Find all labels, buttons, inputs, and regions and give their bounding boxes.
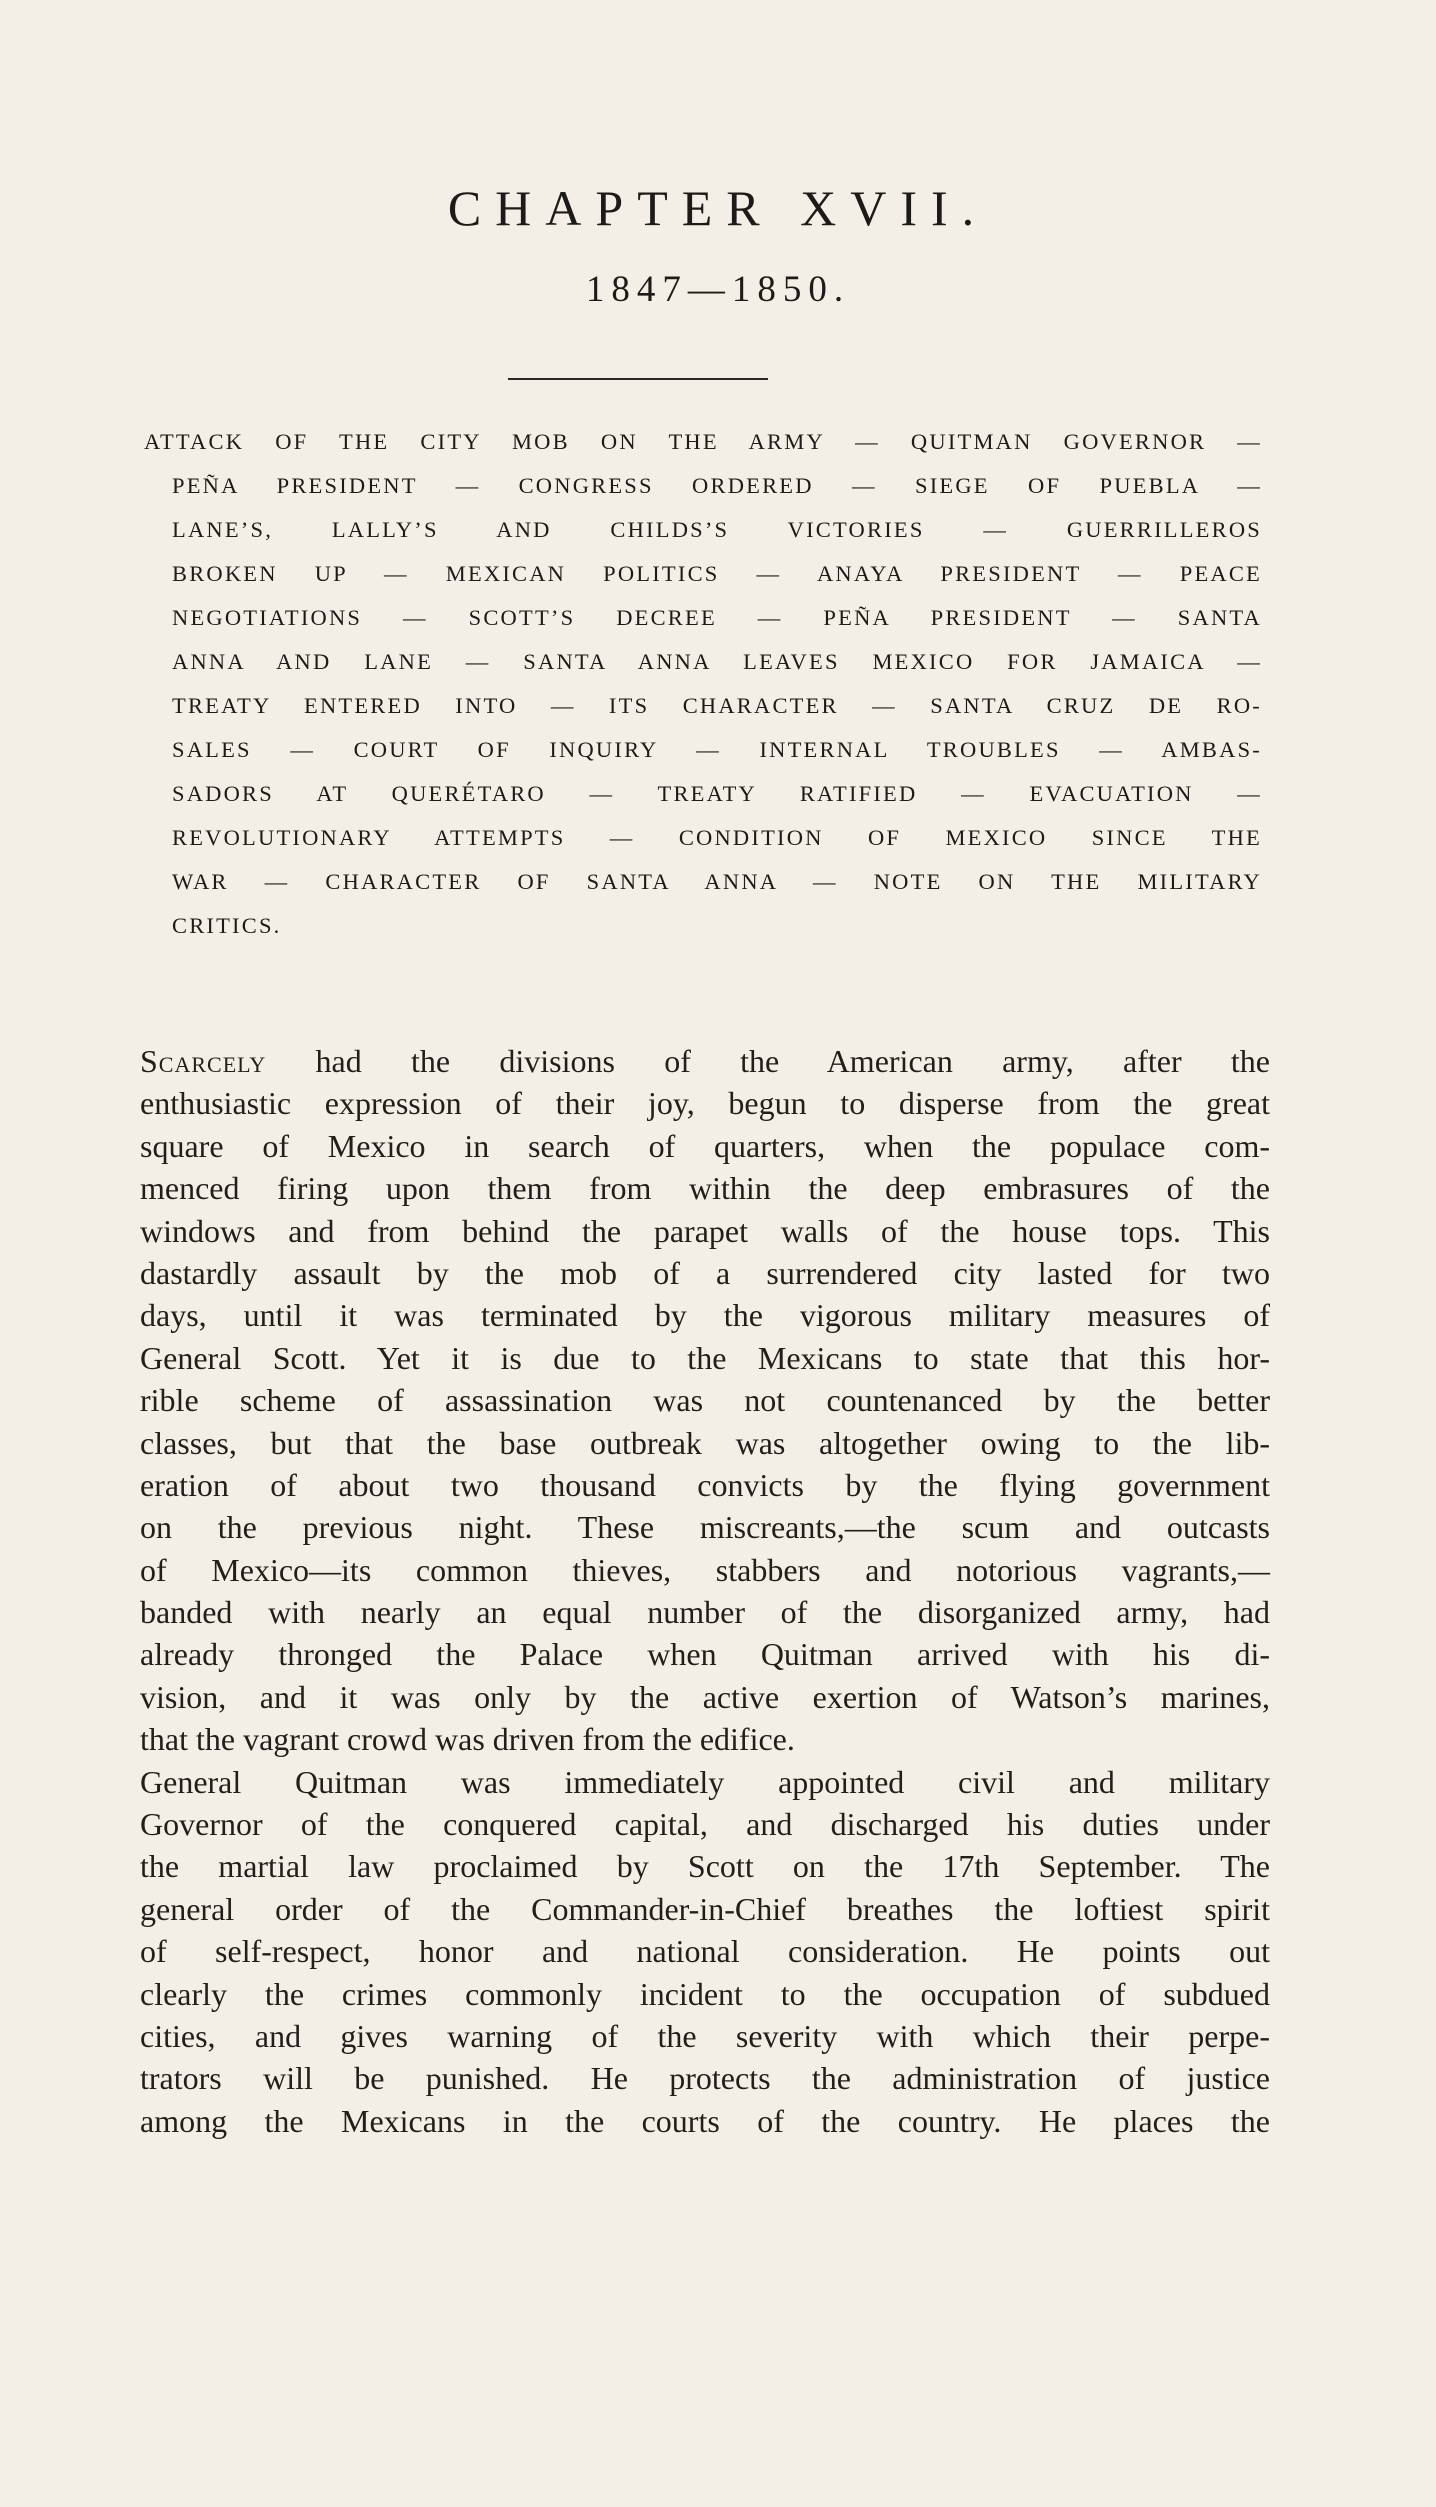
prose-line: classes, but that the base outbreak was altogether owing to the lib- — [140, 1424, 1270, 1461]
prose-line: already thronged the Palace when Quitman arrived with his di- — [140, 1636, 1270, 1673]
synopsis-line: CRITICS. — [172, 913, 282, 938]
prose-line-rest: had the divisions of the American army, after the — [266, 1043, 1270, 1079]
prose-line: cities, and gives warning of the severity with which their perpe- — [140, 2017, 1270, 2054]
synopsis-line: ATTACK OF THE CITY MOB ON THE ARMY — QUITMAN GOVERNOR — — [144, 429, 1262, 454]
prose-line: vision, and it was only by the active exertion of Watson’s marines, — [140, 1678, 1270, 1715]
prose-line: Governor of the conquered capital, and discharged his duties under — [140, 1806, 1270, 1843]
prose-line: windows and from behind the parapet walls of the house tops. This — [140, 1212, 1270, 1249]
synopsis-line: PEÑA PRESIDENT — CONGRESS ORDERED — SIEGE OF PUEBLA — — [172, 473, 1262, 498]
synopsis-line: REVOLUTIONARY ATTEMPTS — CONDITION OF MEXICO SINCE THE — [172, 825, 1262, 850]
prose-line: among the Mexicans in the courts of the country. He places the — [140, 2102, 1270, 2139]
chapter-synopsis — [144, 420, 1262, 948]
synopsis-line: ANNA AND LANE — SANTA ANNA LEAVES MEXICO FOR JAMAICA — — [172, 649, 1262, 674]
prose-line: rible scheme of assassination was not countenanced by the better — [140, 1382, 1270, 1419]
chapter-title: CHAPTER XVII. — [447, 180, 989, 236]
prose-line: trators will be punished. He protects the administration of justice — [140, 2060, 1270, 2097]
prose-line: the martial law proclaimed by Scott on the 17th September. The — [140, 1848, 1270, 1885]
prose-line: General Quitman was immediately appointed civil and military — [140, 1763, 1270, 1800]
prose-line: general order of the Commander-in-Chief breathes the loftiest spirit — [140, 1890, 1270, 1927]
synopsis-line: SADORS AT QUERÉTARO — TREATY RATIFIED — EVACUATION — — [172, 781, 1262, 806]
prose-line: of self-respect, honor and national consideration. He points out — [140, 1933, 1270, 1970]
synopsis-line: LANE’S, LALLY’S AND CHILDS’S VICTORIES — GUERRILLEROS — [172, 517, 1262, 542]
prose-line: clearly the crimes commonly incident to the occupation of subdued — [140, 1975, 1270, 2012]
prose-line: dastardly assault by the mob of a surrendered city lasted for two — [140, 1254, 1270, 1291]
prose-line: enthusiastic expression of their joy, begun to disperse from the great — [140, 1085, 1270, 1122]
prose-line — [140, 1040, 1270, 1082]
prose-line: days, until it was terminated by the vigorous military measures of — [140, 1297, 1270, 1334]
synopsis-line: TREATY ENTERED INTO — ITS CHARACTER — SANTA CRUZ DE RO- — [172, 693, 1262, 718]
chapter-body — [140, 1040, 1270, 2142]
lead-word: Scarcely — [140, 1043, 267, 1079]
synopsis-line: SALES — COURT OF INQUIRY — INTERNAL TROUBLES — AMBAS- — [172, 737, 1262, 762]
prose-line: eration of about two thousand convicts by the flying government — [140, 1466, 1270, 1503]
prose-line: that the vagrant crowd was driven from the edifice. — [140, 1721, 795, 1758]
synopsis-line: BROKEN UP — MEXICAN POLITICS — ANAYA PRESIDENT — PEACE — [172, 561, 1262, 586]
title-divider — [508, 378, 768, 380]
prose-line: square of Mexico in search of quarters, when the populace com- — [140, 1127, 1270, 1164]
synopsis-line: WAR — CHARACTER OF SANTA ANNA — NOTE ON THE MILITARY — [172, 869, 1262, 894]
synopsis-line: NEGOTIATIONS — SCOTT’S DECREE — PEÑA PRESIDENT — SANTA — [172, 605, 1262, 630]
prose-line: General Scott. Yet it is due to the Mexicans to state that this hor- — [140, 1339, 1270, 1376]
prose-line: of Mexico—its common thieves, stabbers and notorious vagrants,— — [140, 1551, 1270, 1588]
prose-line: banded with nearly an equal number of the disorganized army, had — [140, 1594, 1270, 1631]
chapter-years: 1847—1850. — [585, 269, 851, 310]
prose-line: on the previous night. These miscreants,—the scum and outcasts — [140, 1509, 1270, 1546]
prose-line: menced firing upon them from within the deep embrasures of the — [140, 1170, 1270, 1207]
